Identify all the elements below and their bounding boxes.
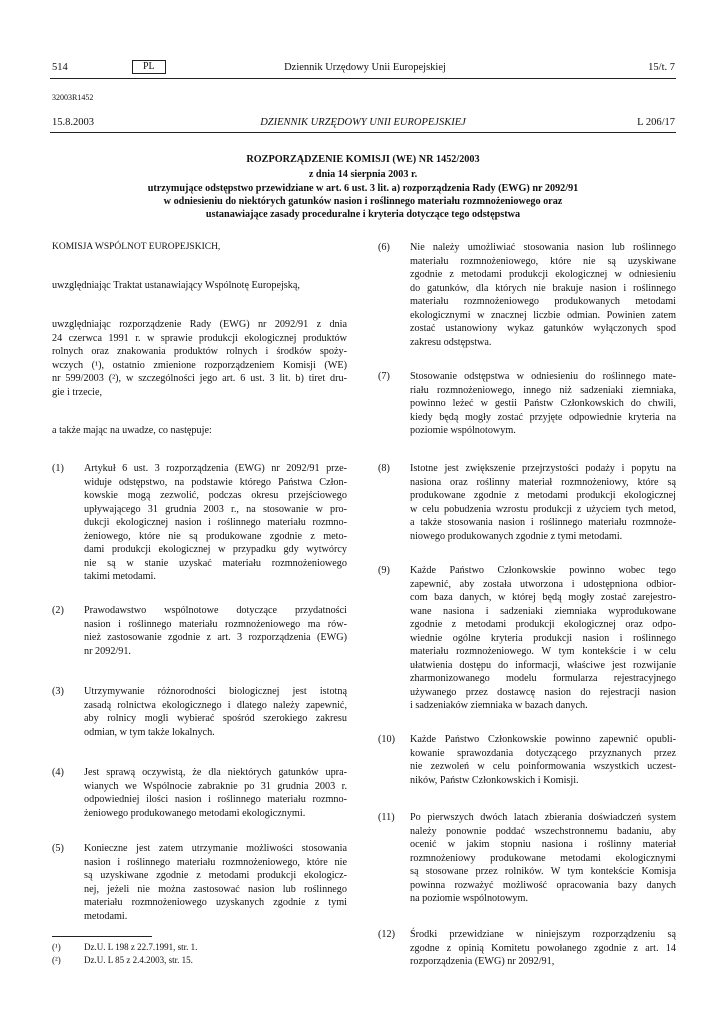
recital-text-line: Środki przewidziane w niniejszym rozporządzeniu są: [410, 929, 676, 940]
recital-text-line: materiału rozmnożeniowego, które nie są uzyskiwane: [410, 255, 676, 267]
recital-text-line: należy ponownie poddać wszechstronnemu badaniu, aby: [410, 825, 676, 837]
recital-text-line: Nie należy umożliwiać stosowania nasion lub roślinnego: [410, 242, 676, 253]
recital-number: (10): [378, 734, 395, 745]
recital-text-line: nasiona oraz roślinny materiał rozmnożeniowy, które są: [410, 476, 676, 488]
recital-text-line: zgodne z opinią Komitetu powołanego zgodnie z art. 14: [410, 942, 676, 954]
recital-number: (8): [378, 463, 390, 474]
regulation-subject-line: utrzymujące odstępstwo przewidziane w art. 6 ust. 3 lit. a) rozporządzenia Rady (EWG) nr 2092/91: [147, 183, 579, 194]
language-box: PL: [132, 60, 166, 74]
recital-text-line: widuje odstępstwo, na podstawie którego Państwa Człon-: [84, 476, 347, 488]
regulation-citation-line: rolnych oraz znakowania produktów rolnych i środków spoży-: [52, 346, 347, 357]
recital-text-line: kowskie mogą zezwolić, podczas okresu przejściowego: [84, 490, 347, 501]
recital-text-line: zakresu odstępstwa.: [410, 336, 492, 348]
recital-text-line: Utrzymywanie różnorodności biologicznej jest istotną: [84, 686, 347, 697]
recital-number: (9): [378, 565, 390, 576]
footnote-text: Dz.U. L 85 z 2.4.2003, str. 15.: [84, 955, 193, 965]
recital-text-line: metodami.: [84, 910, 128, 922]
regulation-citation-line: nr 599/2003 (²), w szczególności jego art. 6 ust. 3 lit. b) tiret dru-: [52, 373, 347, 384]
recital-text-line: Każde Państwo Członkowskie powinno zapewnić opubli-: [410, 734, 676, 745]
recital-text-line: takimi metodami.: [84, 571, 156, 582]
recital-number: (11): [378, 812, 395, 823]
regulation-date: z dnia 14 sierpnia 2003 r.: [308, 169, 418, 180]
recital-text-line: żeniowego, które nie są produkowane zgodnie z meto-: [84, 530, 347, 542]
original-header-rule: [50, 132, 676, 133]
recital-text-line: Konieczne jest zatem utrzymanie możliwości stosowania: [84, 843, 347, 854]
oj-reference: L 206/17: [637, 117, 675, 128]
recital-text-line: na poziomie wspólnotowym.: [410, 893, 528, 904]
recital-text-line: upływającego 31 grudnia 2003 r., na stosowanie w pro-: [84, 503, 347, 515]
recital-text-line: zharmonizowanego modelu formularza rejestracyjnego: [410, 673, 676, 684]
recital-number: (1): [52, 463, 64, 474]
recital-number: (12): [378, 929, 395, 940]
recital-number: (3): [52, 686, 64, 697]
footnote-mark: (¹): [52, 942, 61, 952]
recital-text-line: dukcji ekologicznej nasion i roślinnego materiału rozmno-: [84, 517, 347, 528]
journal-title: Dziennik Urzędowy Unii Europejskiej: [284, 62, 446, 73]
recital-text-line: kiedy będą mogły zostać przyjęte odpowiednie kryteria na: [410, 411, 676, 423]
recital-text-line: zasadą rolnictwa ekologicznego i dlatego należy zapewnić,: [84, 699, 347, 711]
recital-text-line: i sadzeniaków ziemniaka w bazach danych.: [410, 700, 588, 711]
recital-text-line: materiału rozmnożeniowego. W tym kontekście i w celu: [410, 646, 676, 657]
recital-text-line: zgodnie z metodami produkcji ekologicznej w odniesieniu: [410, 269, 676, 280]
recital-text-line: wiednie ogólne kryteria produkcji nasion i roślinnego: [410, 632, 676, 644]
issuing-authority: KOMISJA WSPÓLNOT EUROPEJSKICH,: [52, 242, 221, 252]
recital-number: (7): [378, 371, 390, 382]
recital-text-line: ułatwienia dostępu do informacji, właściwe jest rozwijanie: [410, 659, 676, 671]
recital-number: (2): [52, 605, 64, 616]
recital-text-line: niowego produkowanych zgodnie z tymi metodami.: [410, 530, 623, 542]
recital-text-line: wianych we Wspólnocie zabraknie po 31 grudnia 2003 r.: [84, 780, 347, 792]
recital-text-line: com baza danych, w której będą mogły zostać zarejestro-: [410, 592, 676, 603]
regulation-citation-line: 24 czerwca 1991 r. w sprawie produkcji ekologicznej produktów: [52, 332, 347, 344]
regulation-citation-line: wczych (¹), ostatnio zmienione rozporządzeniem Komisji (WE): [52, 359, 347, 371]
recital-text-line: materiału rozmnożeniowego uzyskanych zgodnie z tymi: [84, 897, 347, 908]
recital-text-line: rozmnożeniowy produkowane metodami ekologicznymi: [410, 852, 676, 864]
recital-text-line: w celu pobudzenia wzrostu produkcji z użyciem tych metod,: [410, 503, 676, 515]
recital-text-line: nej, jeżeli nie można zastosować nasion lub roślinnego: [84, 883, 347, 895]
recital-text-line: zostać ustanowiony wykaz gatunków wyłączonych spod: [410, 323, 676, 334]
recital-text-line: wane nasiona i sadzeniaki ziemniaka wyprodukowane: [410, 605, 676, 617]
chapter-volume: 15/t. 7: [648, 62, 675, 73]
recital-text-line: nież zastosowanie zgodnie z art. 3 rozporządzenia (EWG): [84, 632, 347, 643]
recital-text-line: aby rolnicy mogli wybierać spośród szerokiego zakresu: [84, 713, 347, 724]
recital-text-line: poziomie wspólnotowym.: [410, 425, 516, 436]
regulation-citation-line: gie i trzecie,: [52, 386, 103, 398]
recital-text-line: produkowane zgodnie z metodami produkcji ekologicznej: [410, 490, 676, 501]
recital-text-line: ocenić w jakim stopniu nasiona i roślinny materiał: [410, 839, 676, 850]
recital-text-line: Po pierwszych dwóch latach zbierania doświadczeń system: [410, 812, 676, 823]
treaty-citation: uwzględniając Traktat ustanawiający Wspólnotę Europejską,: [52, 280, 300, 291]
regulation-subject-line: ustanawiające zasady proceduralne i kryteria dotyczące tego odstępstwa: [205, 209, 521, 220]
recital-text-line: powinna rozważyć możliwość opracowania bazy danych: [410, 879, 676, 891]
recital-text-line: ników, Państw Członkowskich i Komisji.: [410, 774, 579, 786]
recital-text-line: dami produkcji ekologicznej w przypadku gdy wytwórcy: [84, 544, 347, 555]
recital-text-line: żeniowego produkowanego metodami ekologicznymi.: [84, 807, 306, 819]
page-number: 514: [52, 62, 68, 73]
regulation-citation-line: uwzględniając rozporządzenie Rady (EWG) nr 2092/91 z dnia: [52, 319, 347, 330]
publication-date: 15.8.2003: [52, 117, 94, 128]
regulation-subject-line: w odniesieniu do niektórych gatunków nasion i roślinnego materiału rozmnożeniowego oraz: [163, 196, 563, 207]
recital-text-line: są stosowane przez rolników. W tym kontekście Komisja: [410, 866, 676, 877]
recital-text-line: Istotne jest zwiększenie przejrzystości podaży i popytu na: [410, 463, 676, 474]
celex-reference: 32003R1452: [52, 93, 94, 102]
recital-text-line: odmian, w tym także lokalnych.: [84, 726, 215, 738]
recital-text-line: odpowiedniej ilości nasion i roślinnego materiału rozmno-: [84, 794, 347, 805]
recital-text-line: nasion i roślinnego materiału rozmnożeniowego ma rów-: [84, 618, 347, 630]
recital-number: (4): [52, 767, 64, 778]
footnote-separator: [52, 936, 152, 937]
recital-text-line: Prawodawstwo wspólnotowe dotyczące przydatności: [84, 605, 347, 616]
recital-number: (6): [378, 242, 390, 253]
recital-text-line: Artykuł 6 ust. 3 rozporządzenia (EWG) nr 2092/91 prze-: [84, 463, 347, 474]
footnote-mark: (²): [52, 955, 61, 965]
recital-text-line: Każde Państwo Członkowskie powinno wobec tego: [410, 565, 676, 576]
recital-text-line: a także stosowania nasion i roślinnego materiału rozmnoże-: [410, 517, 676, 528]
recital-text-line: do gatunków, dla których nie brakuje nasion i roślinnego: [410, 282, 676, 294]
recital-text-line: rozporządzenia (EWG) nr 2092/91,: [410, 956, 555, 967]
recital-text-line: zgodnie z metodami produkcji ekologicznej oraz odpo-: [410, 619, 676, 630]
header-rule: [50, 78, 676, 79]
recital-text-line: Stosowanie odstępstwa w odniesieniu do roślinnego mate-: [410, 371, 676, 382]
recital-text-line: używanego przez dostawcę nasion do rejestracji nasion: [410, 686, 676, 698]
recital-text-line: są uzyskiwane zgodnie z metodami produkcji ekologicz-: [84, 870, 347, 881]
recital-text-line: Jest sprawą oczywistą, że dla niektórych gatunków upra-: [84, 767, 347, 778]
recital-text-line: nie są w stanie uzyskać materiału rozmnożeniowego: [84, 557, 347, 569]
recital-text-line: nie zezwoleń w celu poinformowania wszystkich uczest-: [410, 761, 676, 772]
whereas-clause: a także mając na uwadze, co następuje:: [52, 425, 212, 436]
recital-text-line: powinno leżeć w gestii Państw Członkowskich do chwili,: [410, 398, 676, 409]
recital-text-line: kowanie sprawozdania dotyczącego przyznanych przez: [410, 747, 676, 759]
regulation-title: ROZPORZĄDZENIE KOMISJI (WE) NR 1452/2003: [246, 154, 480, 165]
recital-text-line: materiału rozmnożeniowego produkowanych metodami: [410, 296, 676, 307]
recital-text-line: zapewnić, aby została utworzona i udostępniona odbior-: [410, 578, 676, 590]
recital-text-line: nr 2092/91.: [84, 645, 131, 657]
footnote-text: Dz.U. L 198 z 22.7.1991, str. 1.: [84, 942, 198, 952]
recital-text-line: nasion i roślinnego materiału rozmnożeniowego, które nie: [84, 856, 347, 868]
recital-number: (5): [52, 843, 64, 854]
recital-text-line: ekologicznymi w znacznej liczbie odmian. Powinien zatem: [410, 309, 676, 321]
recital-text-line: riału rozmnożeniowego, innego niż sadzeniaki ziemniaka,: [410, 384, 676, 396]
original-journal-title: DZIENNIK URZĘDOWY UNII EUROPEJSKIEJ: [260, 117, 466, 128]
